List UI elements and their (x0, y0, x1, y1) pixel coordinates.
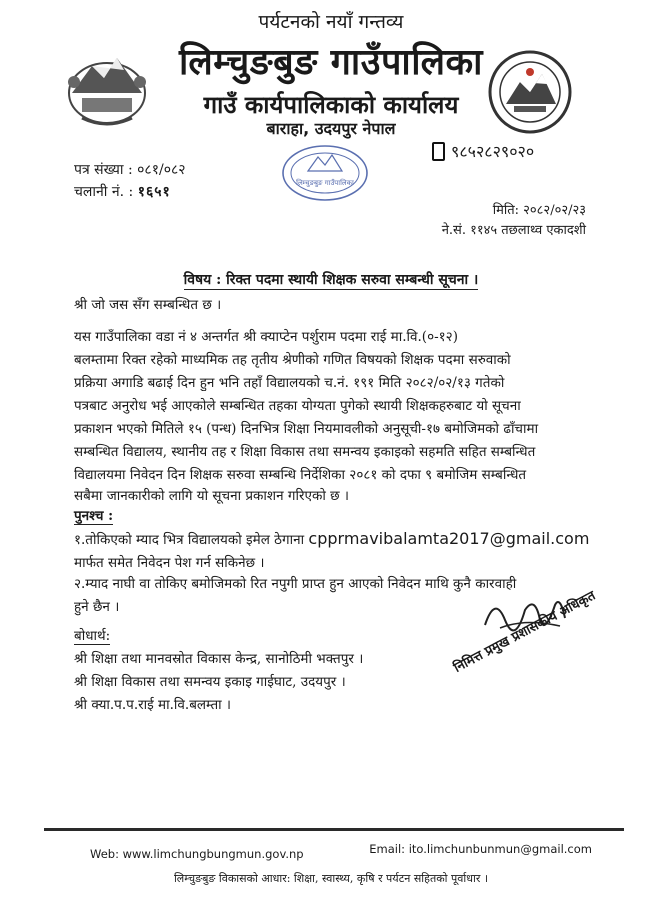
ps-item-1-cont: मार्फत समेत निवेदन पेश गर्न सकिनेछ । (74, 555, 265, 571)
ref-label: पत्र संख्या : (74, 162, 133, 178)
body-line: पत्रबाट अनुरोध भई आएकोले सम्बन्धित तहका योग्यता पुगेको स्थायी शिक्षकहरुबाट यो सूचना (74, 398, 521, 414)
footer-motto: लिम्चुङबुङ विकासको आधार: शिक्षा, स्वास्थ्य, कृषि र पर्यटन सहितको पूर्वाधार । (173, 872, 489, 885)
school-email-link[interactable]: cpprmavibalamta2017@gmail.com (308, 529, 590, 548)
phone-contact (432, 140, 534, 162)
ref-value: ०८१/०८२ (137, 162, 186, 178)
chalani-value: १६५१ (137, 184, 171, 200)
cc-title (74, 626, 110, 644)
salutation: श्री जो जस सँग सम्बन्धित छ । (74, 297, 222, 313)
office-address: बाराहा, उदयपुर नेपाल (266, 119, 396, 138)
body-line: विद्यालयमा निवेदन दिन शिक्षक सरुवा सम्बन्धि निर्देशिका २०८१ को दफा ९ बमोजिम सम्बन्धित (74, 467, 527, 483)
body-line: बलम्तामा रिक्त रहेको माध्यमिक तह तृतीय श्रेणीको गणित विषयको शिक्षक पदमा सरुवाको (74, 352, 511, 368)
letter-date: मिति: २०८२/०२/२३ (492, 203, 586, 218)
letter-subject (0, 270, 662, 289)
cc-item: श्री क्या.प.प.राई मा.वि.बलम्ता । (74, 697, 232, 713)
phone-icon (432, 142, 445, 161)
body-line: प्रक्रिया अगाडि बढाई दिन हुन भनि तहाँ विद्यालयको च.नं. १९१ मिति २०८२/०२/१३ गतेको (74, 375, 505, 391)
body-line: सबैमा जानकारीको लागि यो सूचना प्रकाशन गरिएको छ । (74, 488, 349, 504)
office-seal-stamp (280, 143, 370, 203)
ps-title-text: पुनश्च : (74, 508, 114, 524)
dispatch-number (74, 182, 171, 201)
svg-text:लिम्चुङबुङ गाउँपालिका: लिम्चुङबुङ गाउँपालिका (296, 179, 354, 187)
cc-item: श्री शिक्षा विकास तथा समन्वय इकाइ गाईघाट, उदयपुर । (74, 674, 346, 690)
phone-number: ९८५२८२९०२० (451, 142, 535, 161)
ps-item-1 (74, 529, 589, 548)
body-line: सम्बन्धित विद्यालय, स्थानीय तह र शिक्षा विकास तथा समन्वय इकाइको सहमति सहित सम्बन्धित (74, 444, 536, 460)
reference-number (74, 160, 186, 179)
body-line: यस गाउँपालिका वडा नं ४ अन्तर्गत श्री क्याप्टेन पर्शुराम पदमा राई मा.वि.(०-१२) (74, 329, 458, 345)
ps-item-2-cont: हुने छैन । (74, 599, 120, 615)
footer-email[interactable]: Email: ito.limchunbunmun@gmail.com (369, 842, 592, 856)
footer-divider (44, 828, 624, 831)
ps1-prefix: १.तोकिएको म्याद भित्र विद्यालयको इमेल ठेगाना (74, 532, 309, 548)
nepal-sambat-date: ने.सं. ११४५ तछलाथ्व एकादशी (441, 223, 586, 238)
signatory-title: निमित्त प्रमुख प्रशासकीय अधिकृत (451, 588, 599, 676)
office-name: गाउँ कार्यपालिकाको कार्यालय (203, 91, 459, 119)
footer-website[interactable]: Web: www.limchungbungmun.gov.np (90, 847, 304, 861)
cc-title-text: बोधार्थ: (74, 628, 111, 644)
ps-item-2: २.म्याद नाघी वा तोकिए बमोजिमको रित नपुगी प्राप्त हुन आएको निवेदन माथि कुनै कारवाही (74, 576, 517, 592)
postscript-title (74, 506, 113, 524)
body-line: प्रकाशन भएको मितिले १५ (पन्ध) दिनभित्र शिक्षा नियमावलीको अनुसूची-१७ बमोजिमको ढाँचामा (74, 421, 539, 437)
cc-item: श्री शिक्षा तथा मानवस्रोत विकास केन्द्र, सानोठिमी भक्तपुर । (74, 651, 364, 667)
org-name: लिम्चुङबुङ गाउँपालिका (179, 42, 483, 83)
municipality-logo-icon (486, 48, 574, 136)
subject-text: विषय : रिक्त पदमा स्थायी शिक्षक सरुवा सम्बन्धी सूचना । (183, 272, 479, 288)
chalani-label: चलानी नं. : (74, 184, 134, 200)
tagline: पर्यटनको नयाँ गन्तव्य (258, 11, 404, 33)
